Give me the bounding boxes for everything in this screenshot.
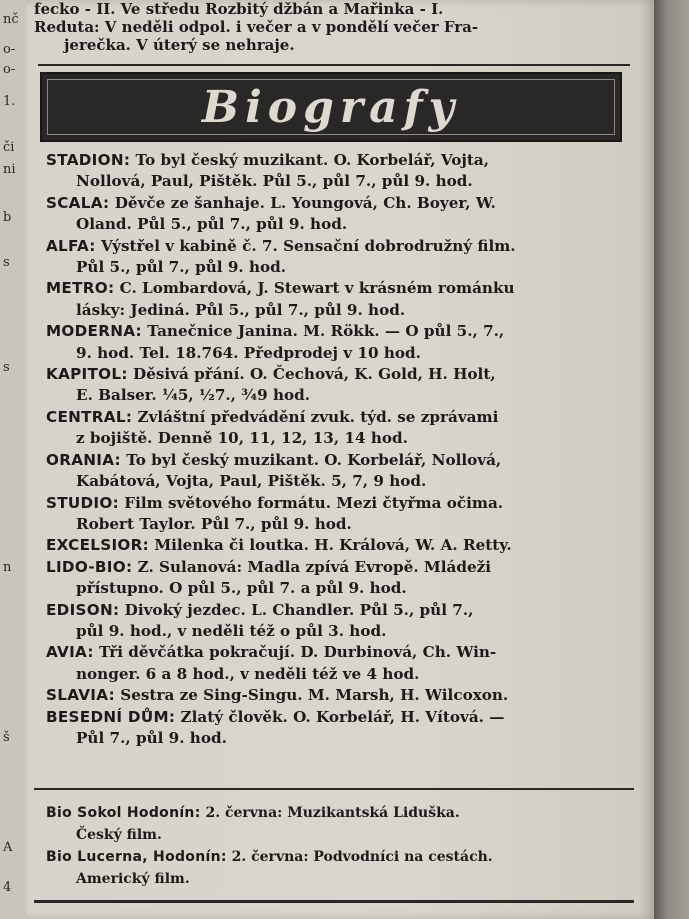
listing-text: Nollová, Paul, Pištěk. Půl 5., půl 7., půl 9. hod. [76, 172, 473, 191]
listing-line [46, 214, 636, 235]
cinema-name: EXCELSIOR: [46, 536, 150, 555]
listing-line [46, 621, 636, 642]
theatre-note-line: jerečka. V úterý se nehraje. [64, 36, 295, 54]
cinema-entry [46, 685, 636, 706]
listing-text: přístupno. O půl 5., půl 7. a půl 9. hod. [76, 579, 407, 598]
listing-text: 2. června: Podvodníci na cestách. [231, 849, 493, 865]
listing-text: Zvláštní předvádění zvuk. týd. se zprávami [137, 407, 499, 426]
cinema-entry [46, 450, 636, 493]
listing-text: Milenka či loutka. H. Králová, W. A. Retty. [154, 536, 512, 555]
listing-text: z bojiště. Denně 10, 11, 12, 13, 14 hod. [76, 429, 408, 448]
banner-title: Biografy [201, 81, 461, 133]
cinema-entry [46, 493, 636, 536]
cinema-name: STUDIO: [46, 493, 119, 512]
listing-line [46, 343, 636, 364]
cinema-name: Bio Lucerna, Hodonín: [46, 849, 227, 865]
cinema-name: EDISON: [46, 600, 120, 619]
listing-text: Tři děvčátka pokračují. D. Durbinová, Ch. Win- [99, 643, 497, 662]
regional-entry [46, 847, 636, 890]
listing-line [46, 493, 636, 514]
listing-text: 2. června: Muzikantská Liduška. [205, 805, 460, 821]
cinema-name: KAPITOL: [46, 365, 128, 384]
listing-text: Z. Sulanová: Madla zpívá Evropě. Mládeži [137, 557, 492, 576]
cinema-name: BESEDNÍ DŮM: [46, 707, 176, 726]
cinema-name: Bio Sokol Hodonín: [46, 805, 201, 821]
cinema-entry [46, 535, 636, 556]
cinema-name: METRO: [46, 279, 115, 298]
listing-text: Děvče ze šanhaje. L. Youngová, Ch. Boyer, W. [114, 193, 496, 212]
theatre-note-line: fecko - II. Ve středu Rozbitý džbán a Mařinka - I. [34, 0, 444, 18]
listing-text: Divoký jezdec. L. Chandler. Půl 5., půl 7., [124, 600, 474, 619]
listing-line [46, 535, 636, 556]
cinema-entry [46, 707, 636, 750]
listing-text: Oland. Půl 5., půl 7., půl 9. hod. [76, 215, 348, 234]
cinema-entry [46, 364, 636, 407]
listing-text: C. Lombardová, J. Stewart v krásném románku [119, 279, 515, 298]
listing-text: 9. hod. Tel. 18.764. Předprodej v 10 hod. [76, 343, 421, 362]
cinema-name: LIDO-BIO: [46, 557, 133, 576]
listing-line [46, 847, 636, 869]
top-rule [38, 64, 630, 66]
cinema-entry [46, 193, 636, 236]
column-fragment: s [3, 360, 10, 375]
listing-text: Kabátová, Vojta, Paul, Pištěk. 5, 7, 9 hod. [76, 472, 427, 491]
listing-text: To byl český muzikant. O. Korbelář, Nollová, [126, 450, 502, 469]
listing-text: Sestra ze Sing-Singu. M. Marsh, H. Wilcoxon. [120, 686, 509, 705]
column-fragment: nč [3, 12, 19, 27]
listing-line [46, 428, 636, 449]
listing-text: Film světového formátu. Mezi čtyřma očima. [124, 493, 504, 512]
listing-text: Půl 5., půl 7., půl 9. hod. [76, 258, 287, 277]
cinema-name: SCALA: [46, 193, 110, 212]
bottom-rule [34, 900, 634, 903]
column-fragment: o- [3, 62, 16, 77]
listing-text: Český film. [76, 826, 162, 843]
cinema-name: SLAVIA: [46, 686, 115, 705]
banner-frame [47, 79, 615, 135]
listing-text: Děsivá přání. O. Čechová, K. Gold, H. Holt, [133, 365, 496, 384]
cinema-entry [46, 600, 636, 643]
listing-line [46, 300, 636, 321]
listing-text: Výstřel v kabině č. 7. Sensační dobrodružný film. [100, 236, 516, 255]
cinema-listings [46, 150, 636, 749]
listing-line [46, 578, 636, 599]
section-banner [40, 72, 622, 142]
listing-line [46, 557, 636, 578]
column-fragment: 4 [3, 880, 12, 895]
listing-line [46, 321, 636, 342]
listing-line [46, 685, 636, 706]
listing-line [46, 407, 636, 428]
listing-line [46, 514, 636, 535]
column-fragment: b [3, 210, 12, 225]
listing-text: Americký film. [76, 870, 190, 887]
column-fragment: n [3, 560, 12, 575]
listing-text: E. Balser. ¼5, ½7., ¾9 hod. [76, 386, 311, 405]
listing-line [46, 364, 636, 385]
listing-line [46, 869, 636, 891]
listing-line [46, 385, 636, 406]
cinema-entry [46, 407, 636, 450]
regional-entry [46, 803, 636, 846]
listing-text: Půl 7., půl 9. hod. [76, 728, 227, 747]
cinema-name: ALFA: [46, 236, 96, 255]
regional-listings [46, 803, 636, 891]
section-divider [34, 788, 634, 790]
column-fragment: ni [3, 162, 16, 177]
listing-text: To byl český muzikant. O. Korbelář, Vojta, [135, 151, 490, 169]
listing-line [46, 450, 636, 471]
cinema-entry [46, 557, 636, 600]
cinema-name: CENTRAL: [46, 407, 133, 426]
column-fragment: či [3, 140, 15, 155]
listing-text: Tanečnice Janina. M. Rökk. — O půl 5., 7., [147, 322, 505, 341]
listing-line [46, 803, 636, 825]
listing-line [46, 707, 636, 728]
cinema-name: MODERNA: [46, 322, 142, 341]
listing-text: nonger. 6 a 8 hod., v neděli též ve 4 hod. [76, 664, 420, 683]
column-fragment: š [3, 730, 10, 745]
listing-line [46, 728, 636, 749]
cinema-name: STADION: [46, 151, 131, 169]
cinema-name: AVIA: [46, 643, 94, 662]
listing-line [46, 278, 636, 299]
theatre-note-line: Reduta: V neděli odpol. i večer a v pondělí večer Fra- [34, 18, 479, 36]
listing-text: Robert Taylor. Půl 7., půl 9. hod. [76, 514, 352, 533]
cinema-entry [46, 278, 636, 321]
column-fragment: 1. [3, 94, 16, 109]
listing-line [46, 150, 636, 171]
listing-text: lásky: Jediná. Půl 5., půl 7., půl 9. hod. [76, 300, 406, 319]
listing-line [46, 471, 636, 492]
column-fragment: A [3, 840, 13, 855]
cinema-name: ORANIA: [46, 450, 121, 469]
cinema-entry [46, 642, 636, 685]
listing-text: Zlatý člověk. O. Korbelář, H. Vítová. — [180, 707, 505, 726]
page-edge-shadow [654, 0, 689, 919]
theatre-note [34, 0, 634, 54]
listing-line [46, 664, 636, 685]
cinema-entry [46, 236, 636, 279]
cinema-entry [46, 321, 636, 364]
listing-line [46, 193, 636, 214]
column-fragment: s [3, 255, 10, 270]
cinema-entry [46, 150, 636, 193]
adjacent-column-fragments [0, 0, 27, 919]
listing-line [46, 600, 636, 621]
listing-text: půl 9. hod., v neděli též o půl 3. hod. [76, 621, 387, 640]
listing-line [46, 642, 636, 663]
listing-line [46, 236, 636, 257]
listing-line [46, 171, 636, 192]
listing-line [46, 825, 636, 847]
listing-line [46, 257, 636, 278]
column-fragment: o- [3, 42, 16, 57]
